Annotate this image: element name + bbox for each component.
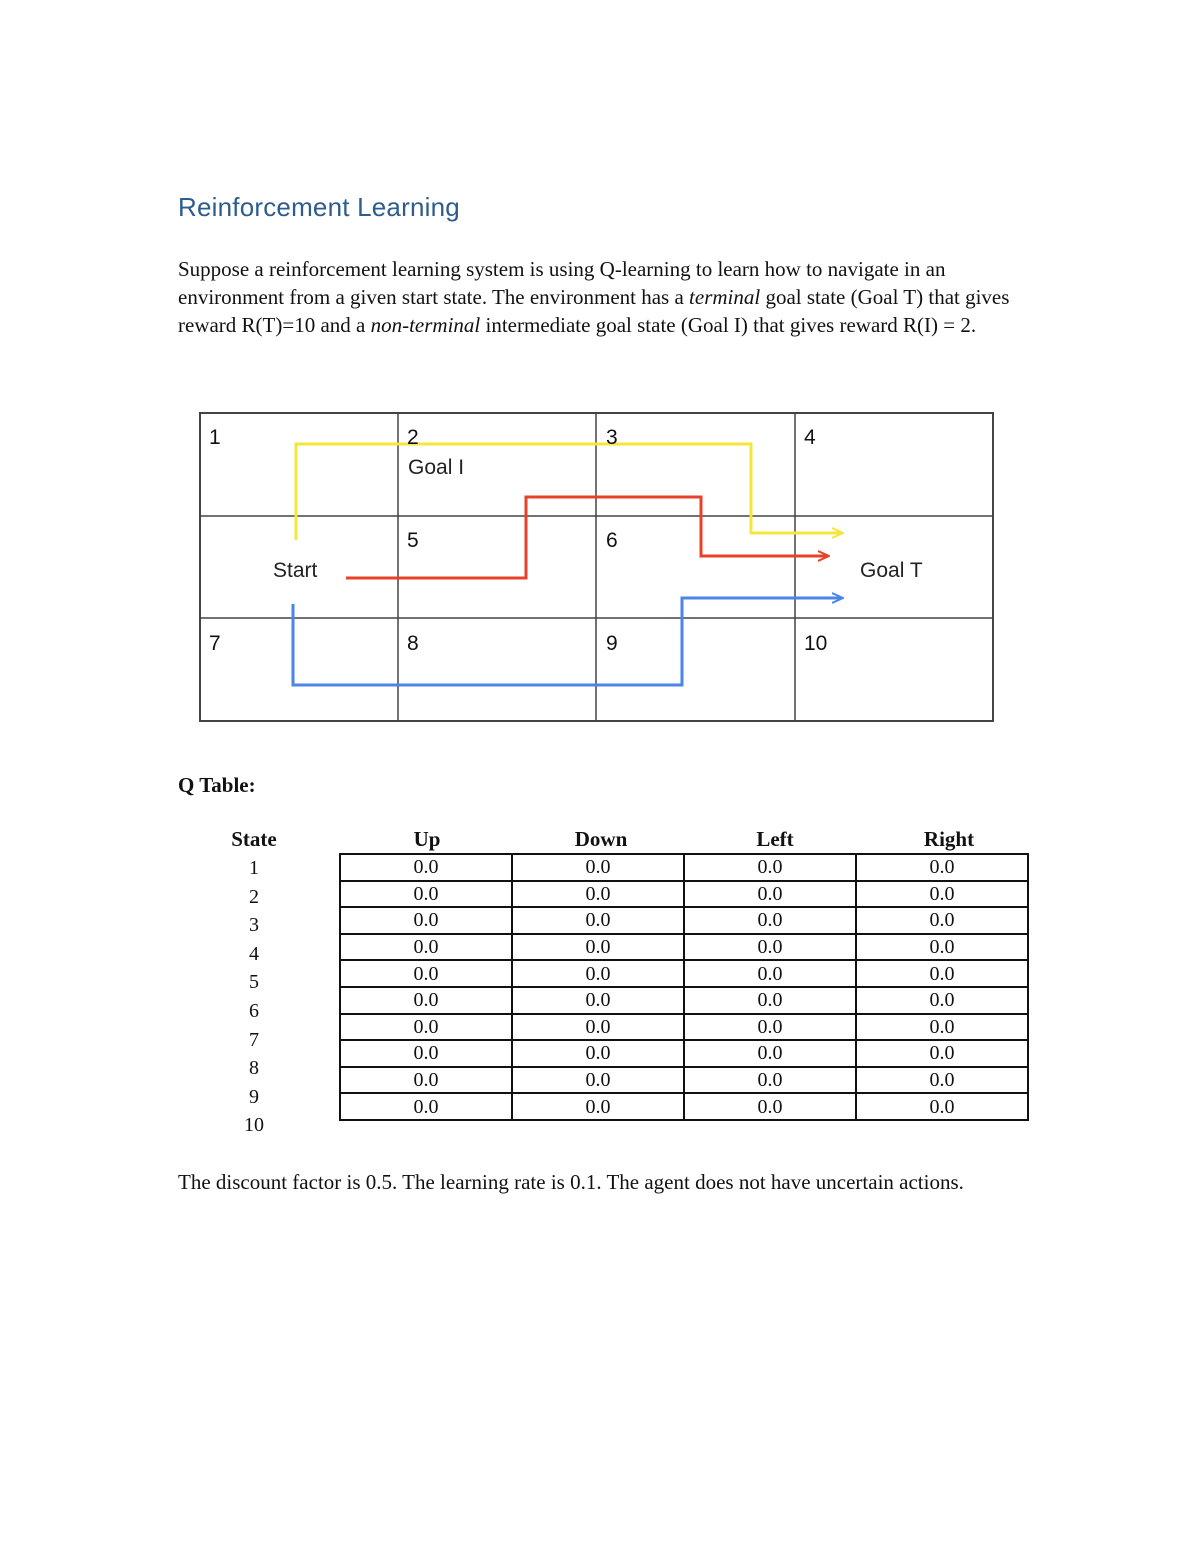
state-label: 7 <box>249 1028 259 1051</box>
table-row <box>340 907 1028 934</box>
intro-text-2: goal state (Goal T) that gives reward R(T)=10 and a <box>178 285 1010 337</box>
q-value-cell: 0.0 <box>340 1093 512 1120</box>
table-row <box>340 1093 1028 1120</box>
intro-text-1: Suppose a reinforcement learning system is using Q-learning to learn how to navigate in an environment from a given start state. The environment has a <box>178 257 946 309</box>
state-column <box>220 853 288 1139</box>
q-value-cell: 0.0 <box>856 960 1028 987</box>
q-value-cell: 0.0 <box>684 1093 856 1120</box>
q-value-cell: 0.0 <box>856 854 1028 881</box>
q-value-cell: 0.0 <box>856 881 1028 908</box>
q-value-cell: 0.0 <box>512 987 684 1014</box>
blue-path-arrow <box>293 598 842 685</box>
cell-number-9: 9 <box>606 632 618 655</box>
table-row <box>340 987 1028 1014</box>
table-row <box>340 960 1028 987</box>
table-row <box>340 881 1028 908</box>
table-row <box>340 1067 1028 1094</box>
cell-number-8: 8 <box>407 632 419 655</box>
q-value-cell: 0.0 <box>856 1067 1028 1094</box>
page-title: Reinforcement Learning <box>178 192 460 222</box>
q-value-cell: 0.0 <box>512 1040 684 1067</box>
q-value-cell: 0.0 <box>512 907 684 934</box>
q-value-cell: 0.0 <box>340 987 512 1014</box>
state-label: 2 <box>249 885 259 908</box>
cell-number-3: 3 <box>606 426 618 449</box>
cell-number-4: 4 <box>804 426 816 449</box>
left-column-header: Left <box>756 827 794 851</box>
cell-number-6: 6 <box>606 529 618 552</box>
intro-text-3: intermediate goal state (Goal I) that gives reward R(I) = 2. <box>480 313 977 337</box>
q-value-cell: 0.0 <box>856 987 1028 1014</box>
closing-paragraph: The discount factor is 0.5. The learning rate is 0.1. The agent does not have uncertain actions. <box>178 1170 964 1194</box>
cell-number-2: 2 <box>407 426 419 449</box>
cell-number-1: 1 <box>209 426 221 449</box>
q-table-label: Q Table: <box>178 773 256 797</box>
q-value-cell: 0.0 <box>684 881 856 908</box>
q-value-cell: 0.0 <box>684 934 856 961</box>
q-value-cell: 0.0 <box>340 1067 512 1094</box>
start-label: Start <box>273 559 318 582</box>
q-value-cell: 0.0 <box>856 1040 1028 1067</box>
goal-t-label: Goal T <box>860 559 923 582</box>
q-value-cell: 0.0 <box>340 1014 512 1041</box>
q-value-cell: 0.0 <box>340 907 512 934</box>
q-value-cell: 0.0 <box>512 881 684 908</box>
state-label: 8 <box>249 1057 259 1080</box>
cell-number-10: 10 <box>804 632 828 655</box>
q-value-cell: 0.0 <box>340 854 512 881</box>
table-row <box>340 1014 1028 1041</box>
q-value-cell: 0.0 <box>512 934 684 961</box>
q-value-cell: 0.0 <box>684 1014 856 1041</box>
state-label: 10 <box>244 1114 264 1137</box>
right-column-header: Right <box>923 827 975 851</box>
q-value-cell: 0.0 <box>512 1093 684 1120</box>
q-value-cell: 0.0 <box>684 1067 856 1094</box>
q-value-cell: 0.0 <box>856 1014 1028 1041</box>
q-value-cell: 0.0 <box>856 934 1028 961</box>
goal-i-label: Goal I <box>408 456 465 479</box>
q-value-cell: 0.0 <box>684 987 856 1014</box>
state-label: 1 <box>249 857 259 879</box>
q-value-cell: 0.0 <box>512 854 684 881</box>
table-row <box>340 934 1028 961</box>
intro-terminal: terminal <box>689 285 761 309</box>
cell-number-5: 5 <box>407 529 419 552</box>
q-value-cell: 0.0 <box>856 907 1028 934</box>
state-column-header: State <box>231 827 277 851</box>
q-value-cell: 0.0 <box>684 1040 856 1067</box>
yellow-path-arrow <box>296 444 842 540</box>
q-value-cell: 0.0 <box>512 1014 684 1041</box>
q-value-cell: 0.0 <box>856 1093 1028 1120</box>
state-label: 3 <box>249 914 259 937</box>
grid-world-diagram <box>0 0 1200 760</box>
q-value-cell: 0.0 <box>684 854 856 881</box>
q-value-cell: 0.0 <box>684 960 856 987</box>
q-value-cell: 0.0 <box>340 1040 512 1067</box>
state-label: 5 <box>249 971 259 994</box>
state-label: 9 <box>249 1085 259 1108</box>
q-value-cell: 0.0 <box>340 881 512 908</box>
q-value-cell: 0.0 <box>512 1067 684 1094</box>
intro-non-terminal: non-terminal <box>370 313 481 337</box>
table-row <box>340 1040 1028 1067</box>
down-column-header: Down <box>574 827 628 851</box>
q-value-cell: 0.0 <box>340 960 512 987</box>
cell-number-7: 7 <box>209 632 221 655</box>
q-value-cell: 0.0 <box>340 934 512 961</box>
state-label: 4 <box>249 942 259 965</box>
up-column-header: Up <box>413 827 441 851</box>
state-label: 6 <box>249 999 259 1022</box>
table-row <box>340 854 1028 881</box>
q-table <box>339 853 1029 1121</box>
q-value-cell: 0.0 <box>684 907 856 934</box>
q-value-cell: 0.0 <box>512 960 684 987</box>
